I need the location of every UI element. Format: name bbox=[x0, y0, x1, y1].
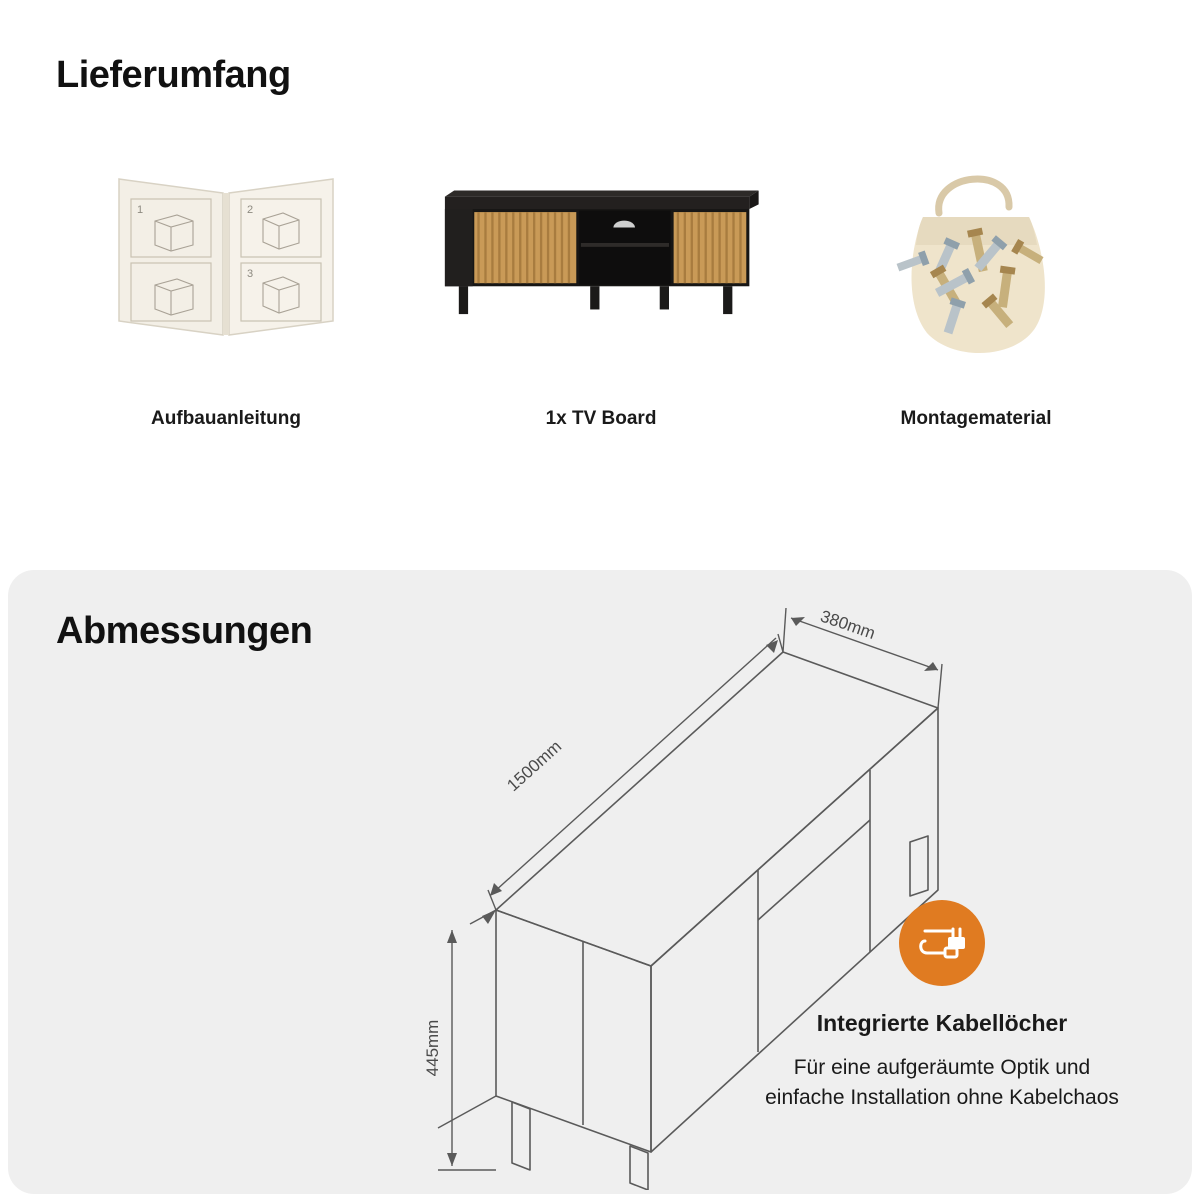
dimensions-title: Abmessungen bbox=[56, 610, 313, 652]
cable-feature-title: Integrierte Kabellöcher bbox=[816, 1010, 1068, 1036]
height-dimension-label: 445mm bbox=[423, 1019, 442, 1077]
depth-dimension-label: 380mm bbox=[817, 606, 878, 644]
cable-feature-description-line2: einfache Installation ohne Kabelchaos bbox=[765, 1086, 1119, 1110]
list-item bbox=[431, 150, 771, 430]
tv-board-icon bbox=[431, 150, 771, 370]
list-item-label: Montagematerial bbox=[900, 408, 1052, 429]
list-item-label: 1x TV Board bbox=[545, 408, 657, 429]
svg-text:3: 3 bbox=[247, 268, 254, 280]
dimensions-section bbox=[8, 570, 1192, 1194]
cable-feature-description-line1: Für eine aufgeräumte Optik und bbox=[793, 1056, 1091, 1079]
svg-text:2: 2 bbox=[247, 204, 254, 216]
scope-of-delivery-section bbox=[0, 0, 1200, 560]
width-dimension-label: 1500mm bbox=[503, 736, 566, 796]
cable-feature-description bbox=[722, 1053, 1162, 1114]
scope-items-list bbox=[56, 150, 1146, 430]
list-item bbox=[56, 150, 396, 430]
page-title: Lieferumfang bbox=[56, 54, 291, 96]
manual-booklet-icon bbox=[56, 150, 396, 370]
cable-plug-icon bbox=[899, 900, 985, 986]
hardware-bag-icon bbox=[806, 150, 1146, 370]
svg-text:1: 1 bbox=[137, 204, 144, 216]
cable-feature-block bbox=[722, 900, 1162, 1114]
list-item bbox=[806, 150, 1146, 430]
list-item-label: Aufbauanleitung bbox=[151, 408, 301, 429]
